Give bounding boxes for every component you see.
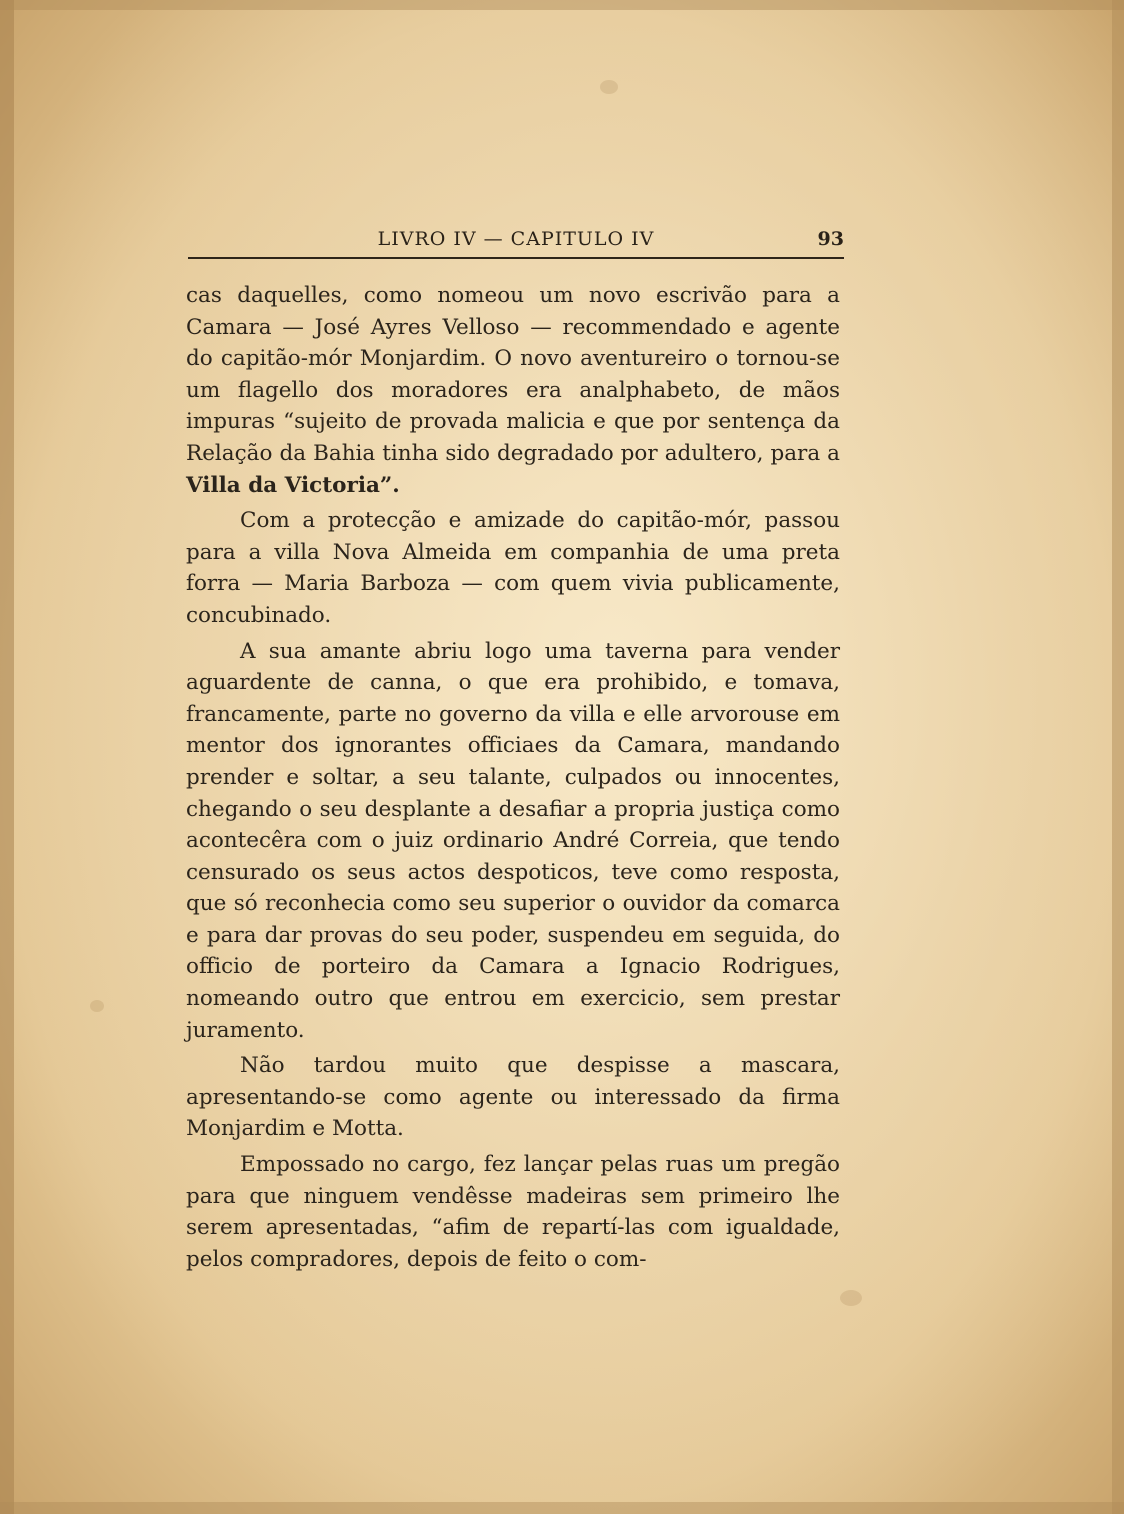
- paragraph-1-text: cas daquelles, como nomeou um novo escrivão para a Camara — José Ayres Velloso — recommendado e agente do capitão-mór Monjardim. O novo aventureiro o tornou-se um flagello dos moradores era analphabeto, de mãos impuras “sujeito de provada malicia e que por sentença da Relação da Bahia tinha sido degradado por adultero, para a: [186, 283, 840, 466]
- page-edge-bottom: [0, 1502, 1124, 1514]
- paragraph-3: A sua amante abriu logo uma taverna para vender aguardente de canna, o que era prohibido, e tomava, francamente, parte no governo da villa e elle arvorouse em mentor dos ignorantes officiaes da Camara, mandando prender e soltar, a seu talante, culpados ou innocentes, chegando o seu desplante a desafiar a propria justiça como acontecêra com o juiz ordinario André Correia, que tendo censurado os seus actos despoticos, teve como resposta, que só reconhecia como seu superior o ouvidor da comarca e para dar provas do seu poder, suspendeu em seguida, do officio de porteiro da Camara a Ignacio Rodrigues, nomeando outro que entrou em exercicio, sem prestar juramento.: [186, 638, 840, 1043]
- paragraph-4: Não tardou muito que despisse a mascara, apresentando-se como agente ou interessado da firma Monjardim e Motta.: [186, 1053, 840, 1142]
- paragraph-2: Com a protecção e amizade do capitão-mór, passou para a villa Nova Almeida em companhia de uma preta forra — Maria Barboza — com quem vivia publicamente, concubinado.: [186, 508, 840, 628]
- running-head: LIVRO IV — CAPITULO IV: [377, 228, 655, 250]
- page-number: 93: [817, 228, 844, 250]
- paper-stain: [840, 1290, 862, 1306]
- header-rule: [188, 257, 844, 259]
- paragraph-1: [186, 280, 840, 501]
- body-text: [186, 280, 840, 1275]
- paper-stain: [600, 80, 618, 94]
- page-edge-top: [0, 0, 1124, 10]
- page-edge-left: [0, 0, 14, 1514]
- paragraph-5: Empossado no cargo, fez lançar pelas ruas um pregão para que ninguem vendêsse madeiras sem primeiro lhe serem apresentadas, “afim de repartí-las com igualdade, pelos compradores, depois de feito o com-: [186, 1152, 840, 1272]
- page-edge-right: [1112, 0, 1124, 1514]
- paragraph-1-emphasis: Villa da Victoria”.: [186, 472, 400, 498]
- paper-stain: [90, 1000, 104, 1012]
